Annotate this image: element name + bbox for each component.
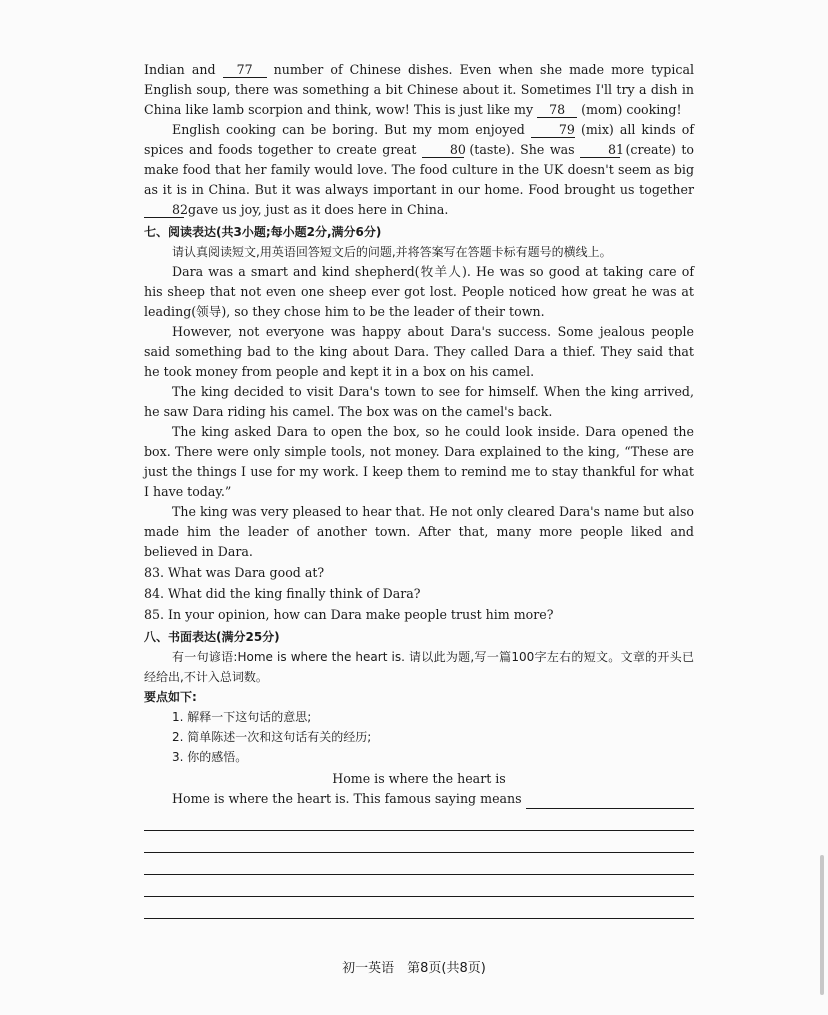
point-item: 3. 你的感悟。 xyxy=(172,750,248,764)
blank-81[interactable]: 81 xyxy=(580,142,620,158)
cloze-text: (taste). She was xyxy=(469,142,575,157)
essay-opening: Home is where the heart is. This famous saying means xyxy=(172,791,522,806)
answer-line[interactable] xyxy=(144,897,694,919)
cloze-text: (mom) cooking! xyxy=(581,102,682,117)
answer-line[interactable] xyxy=(144,853,694,875)
reading-paragraph: The king asked Dara to open the box, so he could look inside. Dara opened the box. There were only simple tools, not money. Dara explained to the king, “These are just the things I use for my work. I keep them to remind me to stay thankful for what I have today.” xyxy=(144,424,694,499)
point-item: 2. 简单陈述一次和这句话有关的经历; xyxy=(172,730,372,744)
answer-line[interactable] xyxy=(144,831,694,853)
blank-79[interactable]: 79 xyxy=(531,122,575,138)
reading-section-title: 七、阅读表达(共3小题;每小题2分,满分6分) xyxy=(144,225,382,239)
point-item: 1. 解释一下这句话的意思; xyxy=(172,710,312,724)
answer-line[interactable] xyxy=(144,809,694,831)
answer-line[interactable] xyxy=(526,794,694,809)
question-85: 85. In your opinion, how can Dara make people trust him more? xyxy=(144,607,554,622)
question-84: 84. What did the king finally think of Dara? xyxy=(144,586,421,601)
cloze-text: (mix) all kinds of spices and foods together to create great xyxy=(144,122,694,157)
cloze-paragraph-1 xyxy=(144,60,694,120)
reading-paragraph: Dara was a smart and kind shepherd(牧羊人). He was so good at taking care of his sheep that not even one sheep ever got lost. People noticed how great he was at leading(领导), so they chose him to be the leader of their town. xyxy=(144,264,694,319)
blank-78[interactable]: 78 xyxy=(537,102,577,118)
cloze-text: number of Chinese dishes. Even when she made more typical English soup, there was something a bit Chinese about it. Sometimes I'll try a dish in China like lamb scorpion and think, wow! This is just like my xyxy=(144,62,694,117)
reading-paragraph: The king was very pleased to hear that. He not only cleared Dara's name but also made him the leader of another town. After that, many more people liked and believed in Dara. xyxy=(144,504,694,559)
essay-opening-line xyxy=(144,789,694,809)
cloze-text: Indian and xyxy=(144,62,216,77)
blank-80[interactable]: 80 xyxy=(422,142,464,158)
page-content xyxy=(144,60,694,919)
writing-prompt: 有一句谚语:Home is where the heart is. 请以此为题,写一篇100字左右的短文。文章的开头已经给出,不计入总词数。 xyxy=(144,650,694,684)
blank-77[interactable]: 77 xyxy=(223,62,267,78)
cloze-text: gave us joy, just as it does here in China. xyxy=(188,202,449,217)
cloze-text: (create) to make food that her family would love. The food culture in the UK doesn't seem as big as it is in China. But it was always important in our home. Food brought us together xyxy=(144,142,694,197)
reading-paragraph: However, not everyone was happy about Dara's success. Some jealous people said something bad to the king about Dara. They called Dara a thief. They said that he took money from people and kept it in a box on his camel. xyxy=(144,324,694,379)
essay-title: Home is where the heart is xyxy=(332,771,506,786)
writing-section-title: 八、书面表达(满分25分) xyxy=(144,630,280,644)
cloze-text: English cooking can be boring. But my mom enjoyed xyxy=(172,122,525,137)
cloze-paragraph-2 xyxy=(144,120,694,220)
scrollbar[interactable] xyxy=(820,855,824,995)
question-83: 83. What was Dara good at? xyxy=(144,565,325,580)
answer-line[interactable] xyxy=(144,875,694,897)
blank-82[interactable]: 82 xyxy=(144,202,184,218)
page-footer: 初一英语 第8页(共8页) xyxy=(342,961,486,976)
reading-instruction: 请认真阅读短文,用英语回答短文后的问题,并将答案写在答题卡标有题号的横线上。 xyxy=(172,245,612,259)
reading-paragraph: The king decided to visit Dara's town to see for himself. When the king arrived, he saw Dara riding his camel. The box was on the camel's back. xyxy=(144,384,694,419)
points-label: 要点如下: xyxy=(144,690,197,704)
